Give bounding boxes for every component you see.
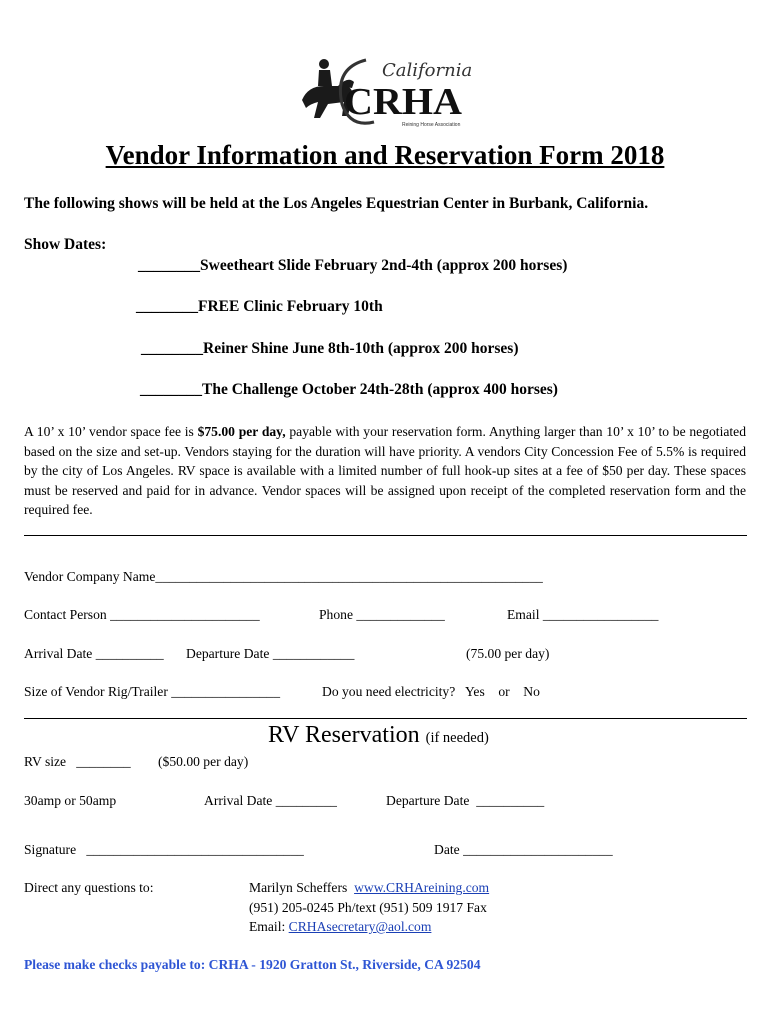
show-text: Reiner Shine June 8th-10th (approx 200 horses): [203, 340, 519, 357]
rv-arrival-label: Arrival Date: [204, 793, 273, 808]
show-text: FREE Clinic February 10th: [198, 298, 383, 315]
rig-size-row: [24, 684, 280, 700]
phone-field[interactable]: _____________: [356, 607, 445, 622]
intro-text: The following shows will be held at the Los Angeles Equestrian Center in Burbank, California.: [24, 195, 649, 212]
website-link[interactable]: www.CRHAreining.com: [354, 880, 490, 895]
divider: [24, 535, 747, 536]
logo-letters: CRHA: [344, 81, 463, 123]
rv-title-text: RV Reservation: [268, 722, 420, 748]
contact-label: Direct any questions to:: [24, 880, 154, 895]
rv-arrival-row: [204, 793, 337, 809]
arrival-row: [24, 646, 164, 662]
contact-email-prefix: Email:: [249, 919, 286, 934]
show-item: [138, 257, 567, 275]
rv-departure-field[interactable]: __________: [476, 793, 545, 808]
rv-arrival-field[interactable]: _________: [275, 793, 337, 808]
phone-label: Phone: [319, 607, 353, 622]
vendor-company-label: Vendor Company Name: [24, 569, 156, 584]
checks-payable-note: Please make checks payable to: CRHA - 1920 Gratton St., Riverside, CA 92504: [24, 957, 481, 972]
contact-name: Marilyn Scheffers: [249, 880, 348, 895]
rv-departure-label: Departure Date: [386, 793, 470, 808]
logo-script-text: California: [382, 60, 473, 81]
signature-row: [24, 842, 304, 858]
rv-size-row: [24, 754, 131, 770]
show-blank[interactable]: ________: [140, 381, 202, 398]
electricity-or: or: [498, 684, 510, 699]
vendor-company-row: [24, 569, 543, 585]
email-link[interactable]: CRHAsecretary@aol.com: [288, 919, 432, 934]
rv-section-title: [268, 722, 489, 749]
show-blank[interactable]: ________: [136, 298, 198, 315]
show-blank[interactable]: ________: [141, 340, 203, 357]
show-item: [141, 340, 518, 358]
contact-email-row: [249, 919, 431, 935]
fee-amount: $75.00 per day,: [197, 424, 286, 439]
signature-field[interactable]: ________________________________: [86, 842, 304, 857]
contact-name-row: [249, 880, 489, 896]
signature-date-row: [434, 842, 613, 858]
electricity-row: [322, 684, 540, 700]
show-text: The Challenge October 24th-28th (approx 400 horses): [202, 381, 558, 398]
rig-size-field[interactable]: ________________: [171, 684, 281, 699]
page-title: Vendor Information and Reservation Form 2018: [105, 140, 665, 170]
contact-phones: (951) 205-0245 Ph/text (951) 509 1917 Fax: [249, 900, 487, 915]
electricity-question: Do you need electricity?: [322, 684, 456, 699]
signature-date-field[interactable]: ______________________: [463, 842, 613, 857]
show-dates-label: Show Dates:: [24, 236, 107, 253]
arrival-label: Arrival Date: [24, 646, 93, 661]
rv-size-field[interactable]: ________: [76, 754, 131, 769]
show-text: Sweetheart Slide February 2nd-4th (approx 200 horses): [200, 257, 568, 274]
departure-field[interactable]: ____________: [272, 646, 355, 661]
electricity-no[interactable]: No: [523, 684, 540, 699]
rig-size-label: Size of Vendor Rig/Trailer: [24, 684, 168, 699]
fee-paragraph: [24, 422, 746, 520]
rv-per-day: ($50.00 per day): [158, 754, 249, 769]
email-row: [507, 607, 658, 623]
signature-date-label: Date: [434, 842, 460, 857]
fee-text: A 10’ x 10’ vendor space fee is: [24, 424, 198, 439]
contact-person-label: Contact Person: [24, 607, 107, 622]
email-field[interactable]: _________________: [542, 607, 659, 622]
electricity-yes[interactable]: Yes: [464, 684, 485, 699]
rv-amp-options[interactable]: 30amp or 50amp: [24, 793, 117, 808]
vendor-company-field[interactable]: _________________________________________________________: [155, 569, 543, 584]
rv-size-label: RV size: [24, 754, 67, 769]
signature-label: Signature: [24, 842, 77, 857]
show-blank[interactable]: ________: [138, 257, 200, 274]
logo-tagline: Reining Horse Association: [402, 122, 461, 128]
phone-row: [319, 607, 445, 623]
rv-title-note: (if needed): [425, 730, 489, 746]
vendor-per-day: (75.00 per day): [466, 646, 550, 661]
show-item: [136, 298, 383, 316]
fee-text-cont: payable with your reservation form. Anything larger than 10’ x 10’ to be negotiated based on the size and set-up. Vendors staying for the duration will have priority. A vendors City Concession Fee of 5.5% is required by the city of Los Angeles. RV space is available with a limited number of full hook-up sites at a fee of $50 per day. These spaces must be reserved and paid for in advance. Vendor spaces will be assigned upon receipt of the completed reservation form and the required fee.: [24, 424, 746, 518]
divider: [24, 718, 747, 719]
contact-person-field[interactable]: ______________________: [110, 607, 260, 622]
departure-label: Departure Date: [186, 646, 270, 661]
crha-logo: [294, 42, 474, 138]
arrival-field[interactable]: __________: [95, 646, 164, 661]
email-label: Email: [507, 607, 540, 622]
show-item: [140, 381, 558, 399]
contact-person-row: [24, 607, 260, 623]
departure-row: [186, 646, 354, 662]
rv-departure-row: [386, 793, 544, 809]
